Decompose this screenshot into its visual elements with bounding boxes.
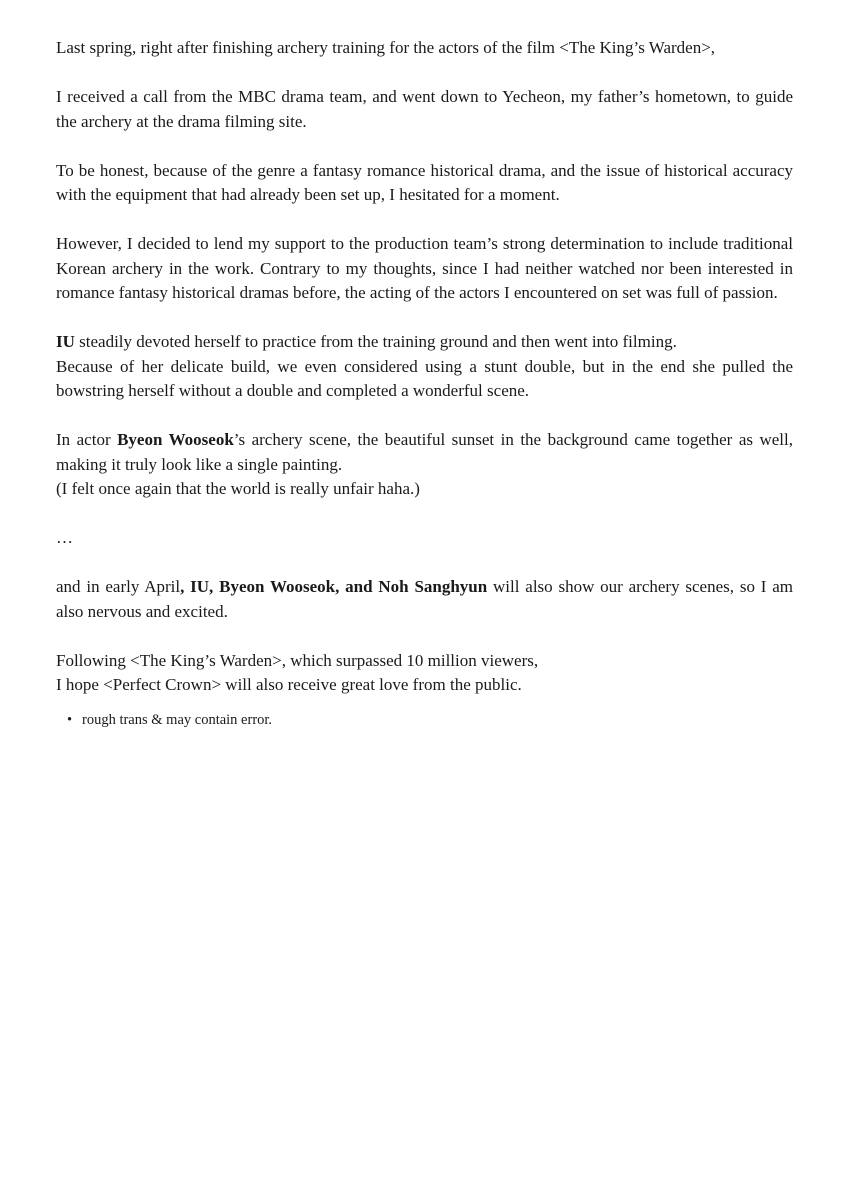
paragraph-byeon-rest: ’s archery scene, the beautiful sunset in the background came together as well, making it truly look like a single painting. xyxy=(56,430,793,474)
paragraph-hesitation-text: To be honest, because of the genre a fantasy romance historical drama, and the issue of historical accuracy with the equipment that had already been set up, I hesitated for a moment. xyxy=(56,160,793,204)
ellipsis-separator xyxy=(56,526,793,551)
paragraph-iu-line2: Because of her delicate build, we even considered using a stunt double, but in the end she pulled the bowstring herself without a double and completed a wonderful scene. xyxy=(56,356,793,400)
paragraph-support-text: However, I decided to lend my support to the production team’s strong determination to include traditional Korean archery in the work. Contrary to my thoughts, since I had neither watched nor been interested in romance fantasy historical dramas before, the acting of the actors I encountered on set was full of passion. xyxy=(56,234,793,302)
bullet-icon: • xyxy=(67,711,73,728)
paragraph-byeon-prefix: In actor xyxy=(56,430,118,449)
paragraph-call xyxy=(56,85,793,134)
paragraph-support xyxy=(56,232,793,306)
paragraph-april-rest: will also show our archery scenes, so I am also nervous and excited. xyxy=(56,577,793,621)
translation-note-text: rough trans & may contain error. xyxy=(82,711,273,728)
paragraph-iu xyxy=(56,330,793,404)
paragraph-april xyxy=(56,575,793,624)
paragraph-iu-line1-rest: steadily devoted herself to practice from the training ground and then went into filming. xyxy=(74,332,677,351)
paragraph-intro-text: Last spring, right after finishing archery training for the actors of the film <The King’s Warden>, xyxy=(56,38,716,57)
paragraph-hesitation xyxy=(56,159,793,208)
paragraph-closing-line1: Following <The King’s Warden>, which surpassed 10 million viewers, xyxy=(56,650,539,670)
ellipsis-text: … xyxy=(56,528,73,547)
translation-note-list xyxy=(56,710,793,730)
name-iu: IU xyxy=(56,332,75,351)
document-page xyxy=(56,36,793,730)
paragraph-closing xyxy=(56,649,793,698)
paragraph-call-text: I received a call from the MBC drama team, and went down to Yecheon, my father’s hometown, to guide the archery at the drama filming site. xyxy=(56,87,793,131)
paragraph-april-prefix: and in early April xyxy=(56,577,181,596)
paragraph-intro xyxy=(56,36,793,61)
paragraph-closing-line2: I hope <Perfect Crown> will also receive great love from the public. xyxy=(56,675,522,694)
paragraph-iu-line1 xyxy=(56,330,793,355)
translation-note-item xyxy=(67,710,793,730)
paragraph-byeon-line2: (I felt once again that the world is really unfair haha.) xyxy=(56,479,420,498)
paragraph-byeon xyxy=(56,428,793,502)
name-byeon-wooseok: Byeon Wooseok xyxy=(117,430,234,449)
names-cast: , IU, Byeon Wooseok, and Noh Sanghyun xyxy=(180,577,488,596)
